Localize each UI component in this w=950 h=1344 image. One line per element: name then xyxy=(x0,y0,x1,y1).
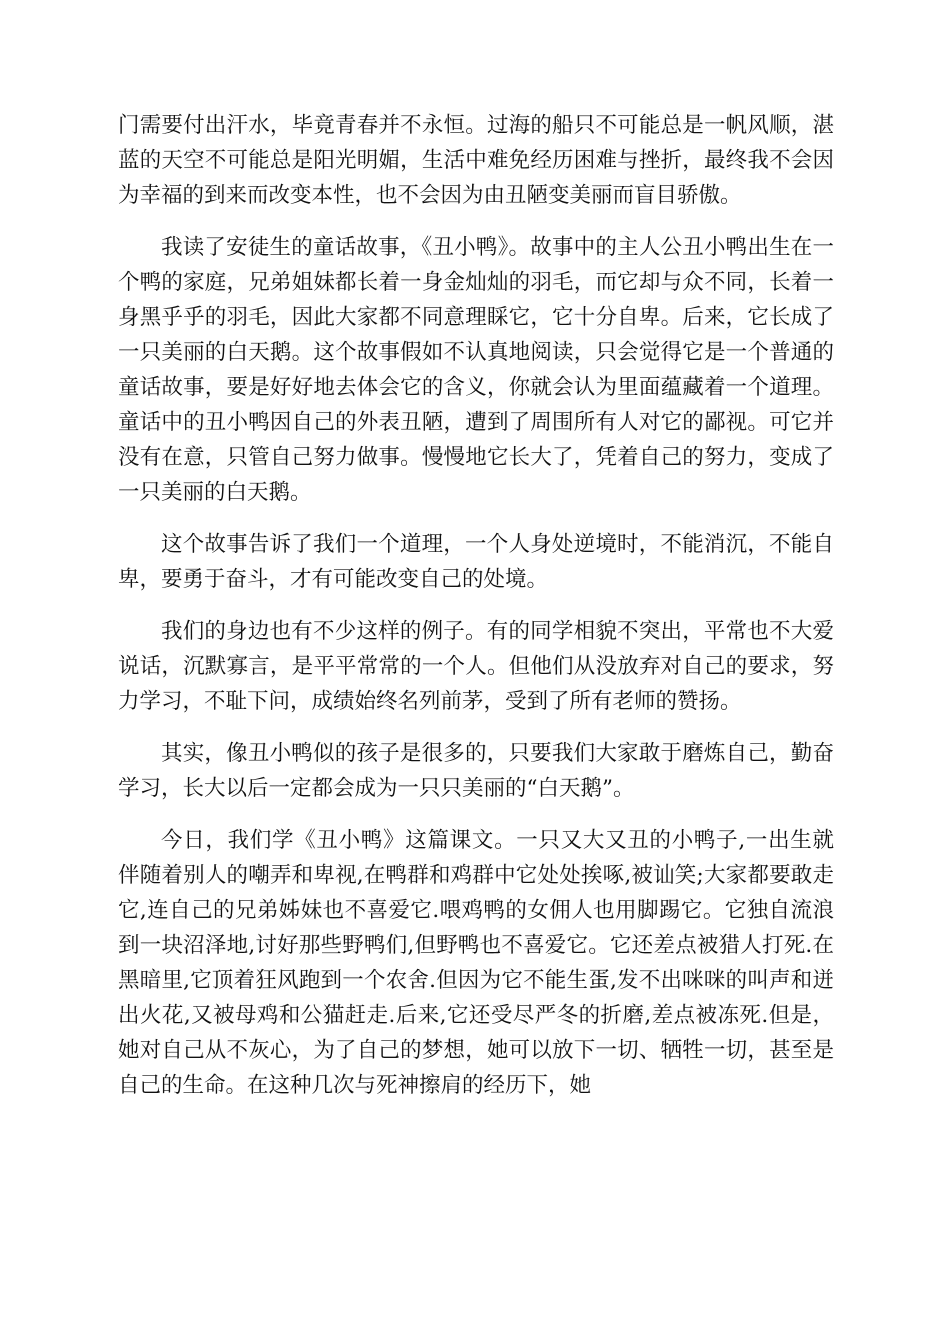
paragraph-4: 我们的身边也有不少这样的例子。有的同学相貌不突出，平常也不大爱说话，沉默寡言，是平平常常的一个人。但他们从没放弃对自己的要求，努力学习，不耻下问，成绩始终名列前茅，受到了所有老师的赞扬。 xyxy=(118,619,834,714)
paragraph-5: 其实，像丑小鸭似的孩子是很多的，只要我们大家敢于磨炼自己，勤奋学习，长大以后一定都会成为一只只美丽的“白天鹅”。 xyxy=(118,741,834,801)
paragraph-6: 今日，我们学《丑小鸭》这篇课文。一只又大又丑的小鸭子,一出生就伴随着别人的嘲弄和卑视,在鸭群和鸡群中它处处挨啄,被讪笑;大家都要敢走它,连自己的兄弟姊妹也不喜爱它.喂鸡鸭的女佣人也用脚踢它。它独自流浪到一块沼泽地,讨好那些野鸭们,但野鸭也不喜爱它。它还差点被猎人打死.在黑暗里,它顶着狂风跑到一个农舍.但因为它不能生蛋,发不出咪咪的叫声和迸出火花,又被母鸡和公猫赶走.后来,它还受尽严冬的折磨,差点被冻死.但是，她对自己从不灰心，为了自己的梦想，她可以放下一切、牺牲一切，甚至是自己的生命。在这种几次与死神擦肩的经历下，她 xyxy=(118,828,834,1098)
document-page xyxy=(118,108,834,1120)
paragraph-3: 这个故事告诉了我们一个道理，一个人身处逆境时，不能消沉，不能自卑，要勇于奋斗，才有可能改变自己的处境。 xyxy=(118,532,834,592)
paragraph-1: 门需要付出汗水，毕竟青春并不永恒。过海的船只不可能总是一帆风顺，湛蓝的天空不可能总是阳光明媚，生活中难免经历困难与挫折，最终我不会因为幸福的到来而改变本性，也不会因为由丑陋变美丽而盲目骄傲。 xyxy=(118,113,834,208)
paragraph-2: 我读了安徒生的童话故事，《丑小鸭》。故事中的主人公丑小鸭出生在一个鸭的家庭，兄弟姐妹都长着一身金灿灿的羽毛，而它却与众不同，长着一身黑乎乎的羽毛，因此大家都不同意理睬它，它十分自卑。后来，它长成了一只美丽的白天鹅。这个故事假如不认真地阅读，只会觉得它是一个普通的童话故事，要是好好地去体会它的含义，你就会认为里面蕴藏着一个道理。童话中的丑小鸭因自己的外表丑陋，遭到了周围所有人对它的鄙视。可它并没有在意，只管自己努力做事。慢慢地它长大了，凭着自己的努力，变成了一只美丽的白天鹅。 xyxy=(118,235,834,505)
